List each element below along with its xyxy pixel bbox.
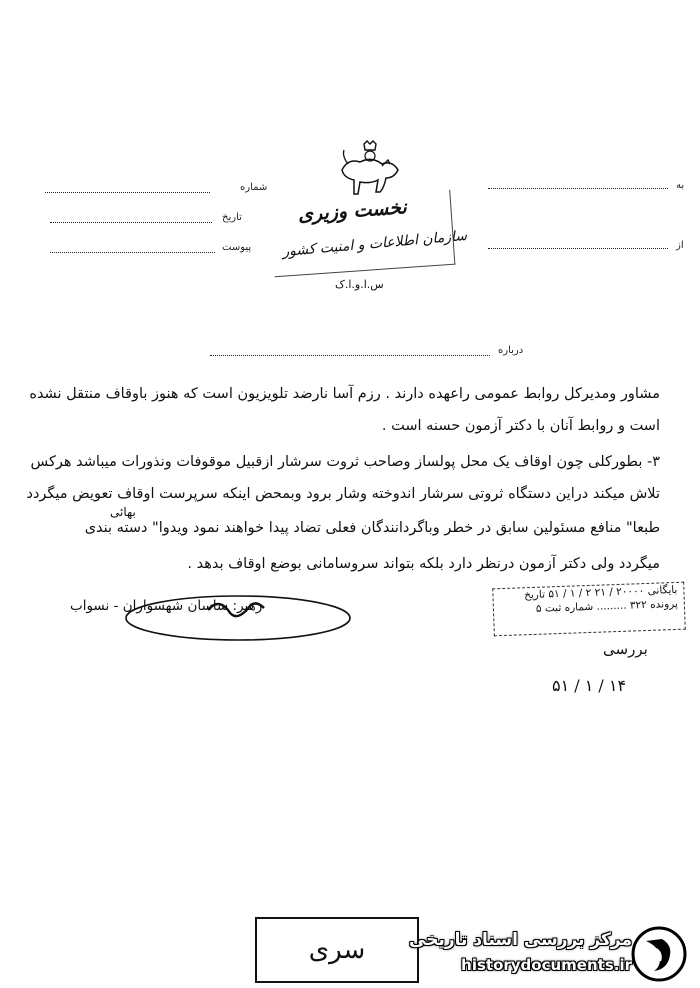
body-line-4: تلاش میکند دراین دستگاه ثروتی سرشار اندوخته وشار برود وبمحض اینکه سرپرست اوقاف تعویض میگردد	[26, 486, 660, 502]
archive-logo-icon	[630, 925, 688, 983]
stamp-line-1: بایگانی ۲۰۰۰۰ / ۲۱ ۲ / ۱ / ۵۱ تاریخ	[523, 583, 678, 602]
watermark-url: historydocuments.ir	[461, 956, 632, 974]
number-label: شماره	[240, 182, 268, 193]
org-name-secondary: سازمان اطلاعات و امنیت کشور	[281, 227, 468, 261]
handwritten-insert: بهائی	[110, 505, 136, 519]
date-field-line	[50, 222, 212, 223]
handwritten-signature-icon	[118, 588, 358, 648]
to-field-line	[488, 188, 668, 189]
subject-field-line	[210, 355, 490, 356]
body-line-1: مشاور ومدیرکل روابط عمومی راعهده دارند . رزم آسا نارضد تلویزیون است که هنوز باوقاف منتقل نشده	[29, 386, 660, 402]
letterhead-box	[270, 190, 456, 277]
body-line-6: میگردد ولی دکتر آزمون درنظر دارد بلکه بتواند سروسامانی بوضع اوقاف بدهد .	[187, 556, 660, 572]
registry-stamp	[492, 582, 686, 637]
attachment-label: پیوست	[222, 242, 252, 253]
classification-stamp: سری	[255, 917, 419, 983]
org-code: س.ا.و.ا.ک	[335, 278, 384, 291]
handwritten-note-review: بررسی	[603, 640, 648, 658]
from-label: از	[676, 240, 684, 251]
attachment-field-line	[50, 252, 215, 253]
from-field-line	[488, 248, 668, 249]
to-label: به	[676, 180, 685, 191]
source-signature-line: رهبر: ساسان شهسواران - نسواب	[70, 598, 263, 614]
stamp-line-2: پرونده ۳۲۲ ......... شماره ثبت ۵	[535, 597, 679, 615]
date-label: تاریخ	[222, 212, 242, 223]
number-field-line	[45, 192, 210, 193]
subject-label: درباره	[498, 345, 524, 356]
watermark-title: مرکز بررسی اسناد تاریخی	[409, 930, 632, 950]
org-name-primary: نخست وزیری	[297, 196, 408, 226]
body-line-3: ۳- بطورکلی چون اوقاف یک محل پولساز وصاحب ثروت سرشار ازقبیل موقوفات ونذورات میباشد هرکس	[30, 454, 660, 470]
body-line-2: است و روابط آنان با دکتر آزمون حسنه است .	[381, 418, 660, 434]
handwritten-note-date: ۱۴ / ۱ / ۵۱	[552, 676, 627, 695]
body-line-5: طبعا" منافع مسئولین سابق در خطر وباگردانندگان فعلی تضاد پیدا خواهند نمود ویدوا" دسته بندی	[84, 520, 660, 536]
